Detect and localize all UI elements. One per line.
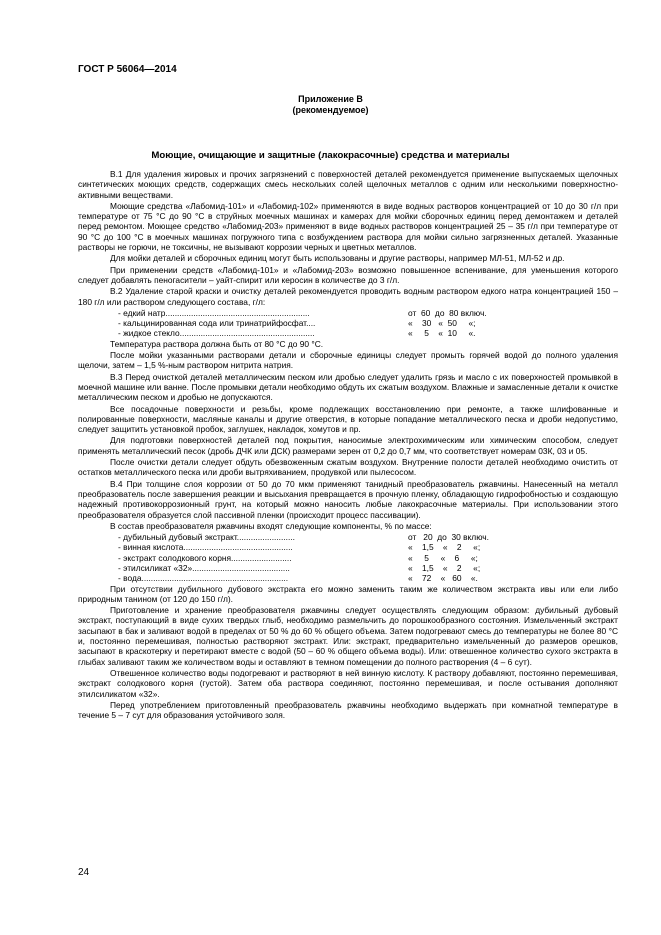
paragraph: После мойки указанными растворами детали и сборочные единицы следует промыть горячей водой до полного удаления щелочи, затем – 1,5 %-ным раствором нитрита натрия. xyxy=(78,350,618,371)
component-value: « 1,5 « 2 «; xyxy=(408,542,481,553)
paragraph: После очистки детали следует обдуть обезвоженным сжатым воздухом. Внутренние полости деталей необходимо очистить от остатков металлического песка или дроби вытряхиванием, продувкой или пылесосом. xyxy=(78,457,618,478)
component-value: « 72 « 60 «. xyxy=(408,573,478,584)
component-value: « 1,5 « 2 «; xyxy=(408,562,481,573)
document-header: ГОСТ Р 56064—2014 xyxy=(78,64,177,75)
appendix-subtitle: (рекомендуемое) xyxy=(292,105,369,115)
paragraph: В.2 Удаление старой краски и очистку деталей рекомендуется проводить водным раствором едкого натра концентрацией 150 – 180 г/л или раствором следующего состава, г/л: xyxy=(78,286,618,307)
composition-row xyxy=(78,328,618,338)
paragraph: В состав преобразователя ржавчины входят следующие компоненты, % по массе: xyxy=(110,520,432,531)
composition-row xyxy=(78,318,618,328)
paragraph: В.4 При толщине слоя коррозии от 50 до 70 мкм применяют танидный преобразователь ржавчины. Нанесенный на металл преобразователь после завершения реакции и высыхания превращается в прочную пленку, обладающую гидрофобностью и создающую надежный противокоррозионный грунт, на который можно наносить любые лакокрасочные материалы. При использовании этого преобразователя образуется слой пассивной пленки (происходит процесс пассивации). xyxy=(78,478,618,520)
composition-list-1 xyxy=(78,308,618,339)
component-name: - вода............................................................... xyxy=(118,573,289,584)
paragraph: Отвешенное количество воды подогревают и растворяют в ней винную кислоту. К раствору добавляют, постоянно перемешивая, экстракт солодкового корня (густой). Затем оба раствора соединяют, постоянно перемешивая, и после остывания дополняют этилсиликатом «32». xyxy=(78,667,618,699)
section-title: Моющие, очищающие и защитные (лакокрасочные) средства и материалы xyxy=(151,150,510,161)
paragraph: При применении средств «Лабомид-101» и «Лабомид-203» возможно повышенное вспенивание, для уменьшения которого следует добавлять пеногасители – уайт-спирит или керосин в количестве до 3 г/л. xyxy=(78,264,618,285)
paragraph: Моющие средства «Лабомид-101» и «Лабомид-102» применяются в виде водных растворов концентрацией от 10 до 30 г/л при температуре от 75 °С до 90 °С в струйных моечных машинах и камерах для мойки сборочных единиц перед демонтажем и деталей перед ремонтом. Моющее средство «Лабомид-203» применяют в виде водных растворов концентрацией 25 – 35 г/л при температуре от 90 °С до 100 °С в моечных машинах погружного типа с возбуждением раствора для мойки сильно загрязненных деталей. Указанные растворы не горючи, не токсичны, не вызывают коррозии черных и цветных металлов. xyxy=(78,200,618,253)
component-name: - экстракт солодкового корня.......................... xyxy=(118,552,292,563)
paragraph: Для подготовки поверхностей деталей под покрытия, наносимые электрохимическим или химическим способом, следует применять металлический песок (дробь ДЧК или ДСК) размерами зерен от 0,2 до 0,7 мм, что соответствует номерам 03К, 03 и 05. xyxy=(78,435,618,456)
component-value: от 60 до 80 включ. xyxy=(408,307,487,318)
page-number: 24 xyxy=(78,867,90,878)
component-name: - кальцинированная сода или тринатрийфосфат.... xyxy=(118,318,316,329)
composition-row xyxy=(78,573,618,583)
paragraph: Все посадочные поверхности и резьбы, кроме подлежащих восстановлению при ремонте, а также шлифованные и полированные поверхности, масляные каналы и другие отверстия, в которые попадание металлического песка и дроби недопустимо, следует защитить установкой пробок, заглушек, накладок, хомутов и пр. xyxy=(78,403,618,435)
component-value: « 30 « 50 «; xyxy=(408,318,476,329)
component-value: « 5 « 6 «; xyxy=(408,552,478,563)
paragraph: В.3 Перед очисткой деталей металлическим песком или дробью следует удалить грязь и масло с их поверхностей промывкой в моечной машине или ванне. После промывки детали необходимо обдуть их сжатым воздухом. Влажные и замасленные детали к очистке металлическим песком и дробью не допускаются. xyxy=(78,371,618,403)
document-body xyxy=(78,169,618,721)
composition-row xyxy=(78,308,618,318)
component-name: - винная кислота............................................... xyxy=(118,542,293,553)
component-name: - дубильный дубовый экстракт......................... xyxy=(118,532,295,543)
component-name: - едкий натр.............................................................. xyxy=(118,307,310,318)
component-value: « 5 « 10 «. xyxy=(408,328,476,339)
composition-row xyxy=(78,563,618,573)
paragraph: Перед употреблением приготовленный преобразователь ржавчины необходимо выдержать при комнатной температуре в течение 5 – 7 сут для образования устойчивого золя. xyxy=(78,699,618,721)
appendix-heading xyxy=(0,94,661,116)
composition-row xyxy=(78,553,618,563)
component-name: - жидкое стекло.......................................................... xyxy=(118,328,315,339)
composition-row xyxy=(78,542,618,552)
composition-row xyxy=(78,532,618,542)
appendix-title: Приложение В xyxy=(298,94,363,104)
paragraph: При отсутствии дубильного дубового экстракта его можно заменить таким же количеством экстракта ивы или ели либо природным танином (от 120 до 150 г/л). xyxy=(78,583,618,604)
paragraph: Температура раствора должна быть от 80 °С до 90 °С. xyxy=(110,338,324,349)
component-value: от 20 до 30 включ. xyxy=(408,532,489,543)
paragraph: Приготовление и хранение преобразователя ржавчины следует осуществлять следующим образом: дубильный дубовый экстракт, поступающий в виде сухих твердых глыб, необходимо размельчить до порошкообразного состояния. Измельченный экстракт засыпают в бак и заливают водой в пределах от 50 % до 60 % общего объема. Затем подогревают смесь до температуры не более 80 °С и, постоянно перемешивая, полностью растворяют экстракт. Или: экстракт, предварительно измельченный до размеров орешков, засыпают в краскотерку и перетирают вместе с водой (50 – 60 % общего объема воды). Или: отвешенное количество сухого экстракта в глыбах заливают таким же количеством воды и оставляют в темном помещении до полного растворения (4 – 6 сут). xyxy=(78,605,618,667)
paragraph: Для мойки деталей и сборочных единиц могут быть использованы и другие растворы, например МЛ-51, МЛ-52 и др. xyxy=(110,253,565,264)
paragraph: В.1 Для удаления жировых и прочих загрязнений с поверхностей деталей рекомендуется применение выпускаемых щелочных синтетических моющих средств, содержащих смесь нескольких солей щелочных металлов с одним или несколькими поверхностно-активными веществами. xyxy=(78,169,618,200)
component-name: - этилсиликат «32».......................................... xyxy=(118,562,290,573)
composition-list-2 xyxy=(78,532,618,583)
